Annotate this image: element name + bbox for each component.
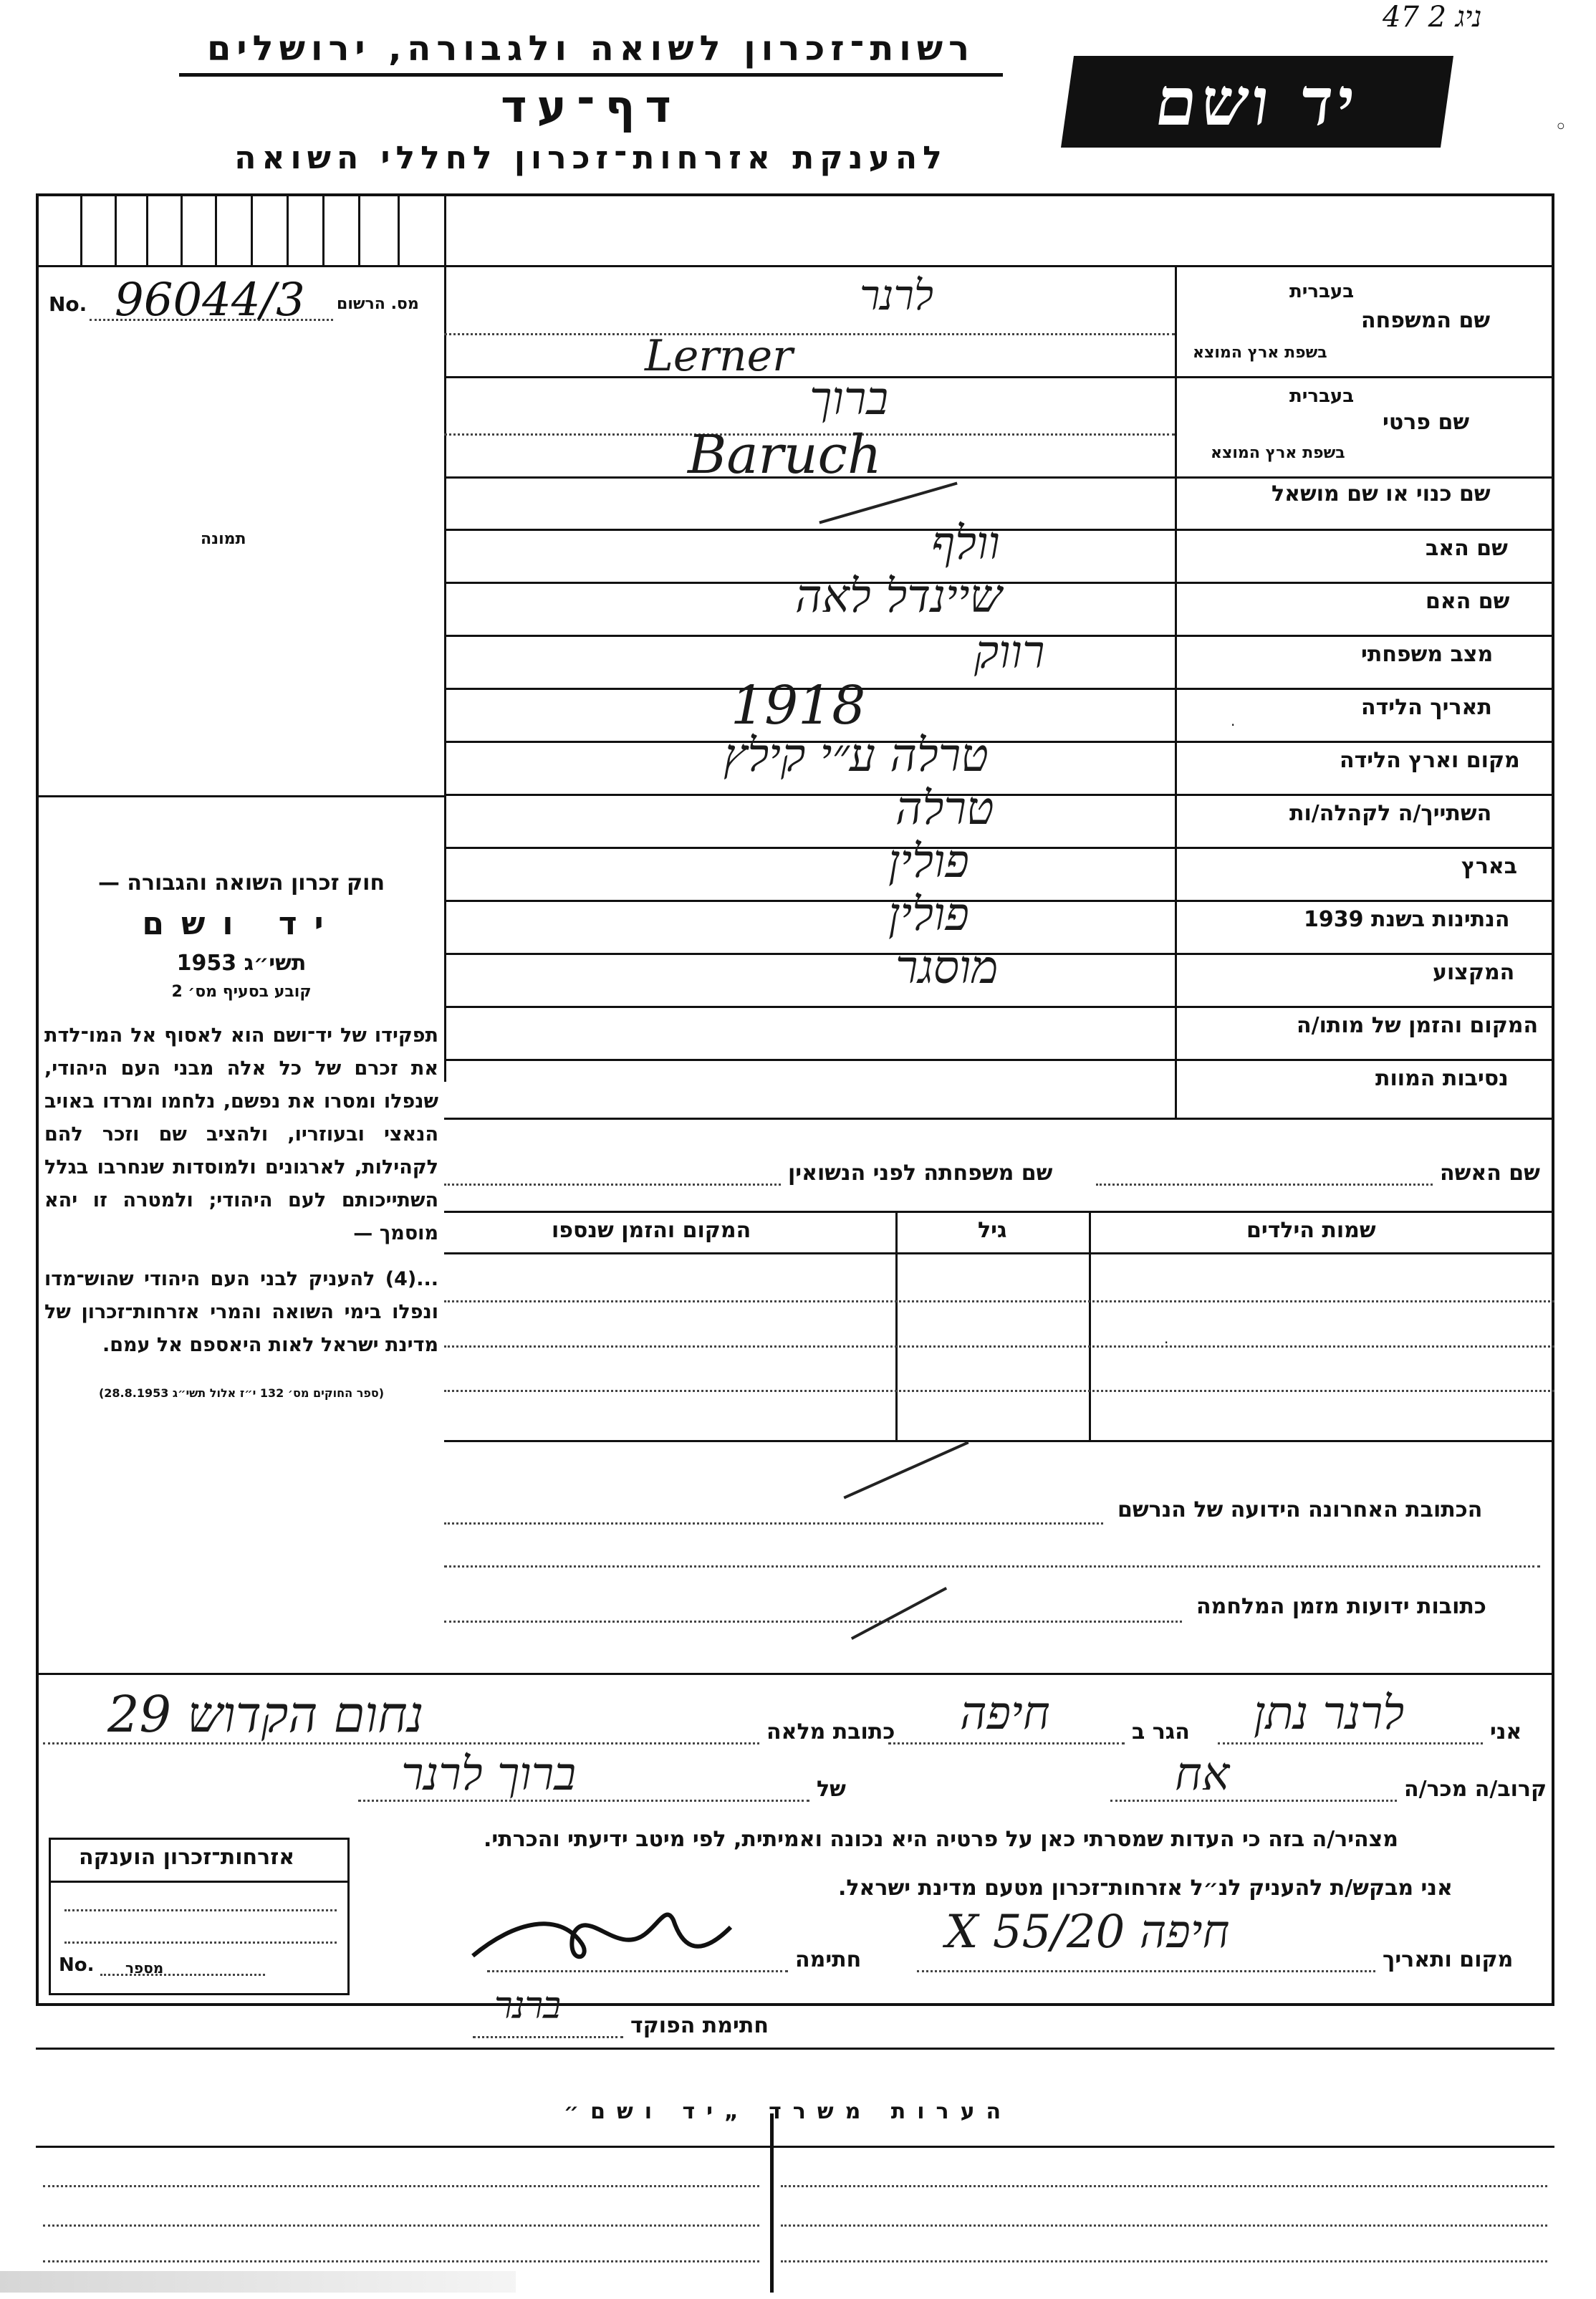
relation-label: קרוב/ה מכר/ה [1404, 1777, 1547, 1802]
wife-maiden-label: שם משפחתה לפני הנשואין [788, 1161, 1053, 1186]
father-name-value: וולף [931, 517, 1000, 570]
photo-label: תמונה [201, 530, 246, 548]
birth-place-value: טרלה ע״י קילץ [724, 729, 989, 782]
country-value: פולין [888, 835, 969, 888]
birth-date-label: תאריך הלידה [1361, 695, 1492, 720]
declarant-name: לרנר נתן [1254, 1687, 1405, 1740]
law-citation: (ספר החוקים מס׳ 132 י״ז אלול תשי״ג 28.8.1953) [98, 1386, 385, 1400]
lives-in-label: הגר ב [1132, 1719, 1190, 1744]
nickname-label: שם כנוי או שם מושאל [1271, 481, 1491, 507]
children-age-header: גיל [978, 1218, 1007, 1243]
community-label: השתייך/ה לקהלה/ות [1289, 801, 1492, 826]
birth-place-label: מקום וארץ הלידה [1340, 748, 1520, 773]
form-title: דף־עד [501, 80, 681, 133]
law-name: יד ושם [142, 906, 341, 942]
place-date-label: מקום ותאריך [1383, 1947, 1514, 1972]
officer-signature: ברנר [494, 1984, 562, 2027]
registration-number: 96044/3 [115, 274, 305, 327]
law-title: חוק זכרון השואה והגבורה — [97, 870, 385, 896]
law-year: תשי״ג 1953 [176, 951, 307, 976]
declaration-line-2: אני מבקש/ת להעניק לנ״ל אזרחות־זכרון מטעם מדינת ישראל. [838, 1876, 1453, 1901]
children-fate-header: המקום והזמן שנספו [552, 1218, 751, 1243]
community-value: טרלה [895, 782, 994, 835]
death-place-time-label: המקום והזמן של מותו/ה [1297, 1013, 1539, 1038]
first-name-origin-sub: בשפת ארץ המוצא [1211, 444, 1345, 462]
family-name-hebrew-sub: בעברית [1289, 281, 1355, 302]
wife-label: שם האשה [1440, 1161, 1540, 1186]
last-address-label: הכתובת האחרונה הידועה של הנרשם [1117, 1497, 1483, 1522]
marital-status-value: רווק [974, 626, 1045, 679]
declarant-city: חיפה [960, 1687, 1050, 1740]
registration-no-label-en: No. [49, 292, 87, 316]
corner-note: ניג 2 47 [1383, 1, 1482, 34]
law-text-1: תפקידו של יד־ושם הוא לאסוף אל המו־לדת את זכרם של כל אלה מבני העם היהודי, שנפלו ומסרו את נפשם, נלחמו ומרדו באויב הנאצי ובעוזריו, ולהציב שם וזכר להם לקהילות, לארגונים ולמוסדות שנחרבו בגלל השתייכותם לעם היהודי; ולמטרה זו יהא מוסמך — [44, 1024, 438, 1244]
mother-name-label: שם האם [1426, 589, 1510, 614]
mark-icon-2: · [1231, 716, 1236, 734]
law-block [44, 870, 438, 1400]
death-circumstances-label: נסיבות המוות [1375, 1066, 1509, 1091]
signature-label: חתימה [795, 1947, 862, 1972]
wartime-address-label: כתובות ידועות מזמן המלחמה [1196, 1594, 1486, 1619]
declaration-line-1: מצהיר/ה בזה כי העדות שמסרתי כאן על פרטיה היא נכונה ואמיתית, לפי מיטב ידיעתי והכרתי. [484, 1827, 1398, 1852]
yad-vashem-logo: יד ושם [1061, 56, 1453, 148]
mark-icon-3: · [1164, 1334, 1169, 1351]
law-text-2: ...(4) להעניק לבני העם היהודי שהוש־מדו ונפלו בימי השואה והמרי אזרחות־זכרון של מדינת ישראל לאות היאספם אל עמם. [44, 1268, 438, 1356]
children-names-header: שמות הילדים [1246, 1218, 1376, 1243]
family-name-hebrew-value: לרנר [860, 271, 933, 320]
family-name-origin-sub: בשפת ארץ המוצא [1193, 344, 1327, 362]
full-address-label: כתובת מלאה [766, 1719, 895, 1744]
form-subtitle: להענקת אזרחות־זכרון לחללי השואה [234, 140, 948, 176]
officer-signature-label: חתימת הפוקד [630, 2013, 769, 2038]
institution-name: רשות־זכרון לשואה ולגבורה, ירושלים [179, 29, 1003, 77]
of-label: של [817, 1777, 846, 1802]
first-name-origin-value: Baruch [688, 424, 882, 486]
birth-date-value: 1918 [731, 675, 866, 736]
marital-status-label: מצב משפחתי [1361, 642, 1494, 667]
first-name-hebrew-sub: בעברית [1289, 385, 1355, 407]
citizenship-no-en: No. [59, 1954, 95, 1976]
relation-value: אח [1175, 1748, 1230, 1801]
place-date-value: חיפה 20/X 55 [946, 1906, 1230, 1959]
family-name-label: שם המשפחה [1361, 308, 1491, 333]
law-section: קובע בסעיף מס׳ 2 [171, 983, 312, 1001]
citizenship-no-label: מספר [125, 1959, 164, 1977]
mark-icon: ◦ [1554, 115, 1567, 140]
registration-no-label-he: מס. הרשום [337, 295, 419, 313]
page-edge-shadow [0, 2271, 516, 2293]
nationality-label: הנתינות בשנת 1939 [1304, 907, 1510, 932]
country-label: בארץ [1461, 854, 1518, 879]
of-name-value: ברוך לרנר [401, 1748, 577, 1801]
citizenship-box-title: אזרחות־זכרון הוענקה [79, 1845, 295, 1870]
office-notes-title: הערות משרד „יד ושם״ [563, 2099, 1013, 2124]
family-name-origin-value: Lerner [645, 331, 793, 381]
profession-label: המקצוע [1433, 960, 1515, 985]
father-name-label: שם האב [1426, 536, 1508, 561]
declarant-i-label: אני [1490, 1719, 1522, 1744]
profession-value: מוסגר [895, 941, 999, 994]
nationality-value: פולין [888, 888, 969, 941]
declarant-address: נחום הקדוש 29 [107, 1685, 424, 1744]
declarant-signature [458, 1891, 759, 1984]
mother-name-value: שיינדל לאה [795, 570, 1002, 623]
first-name-hebrew-value: ברוך [809, 373, 889, 426]
first-name-label: שם פרטי [1383, 410, 1470, 435]
